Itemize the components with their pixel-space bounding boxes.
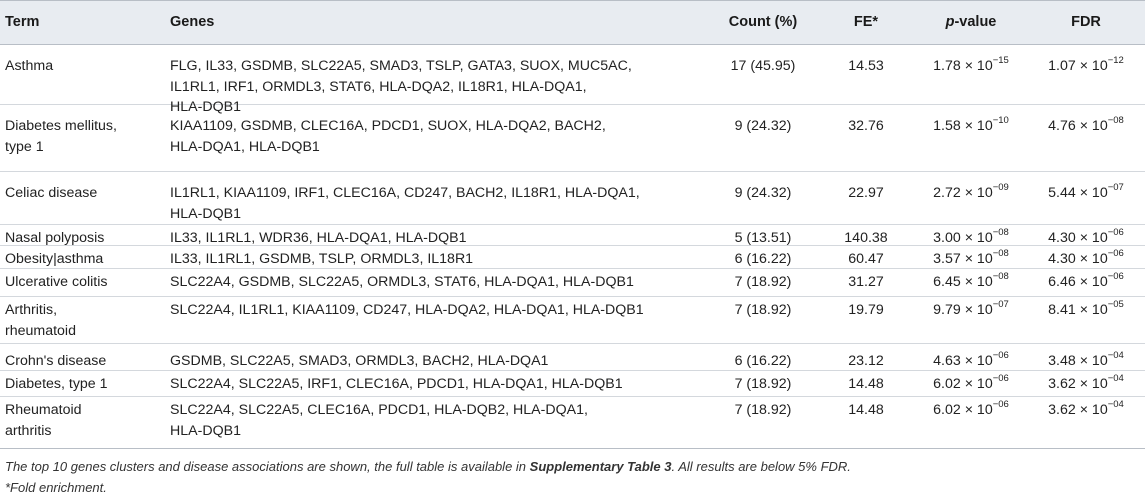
table-row	[0, 105, 1145, 172]
table-footnote: The top 10 genes clusters and disease associations are shown, the full table is available in Supplementary Table 3. All results are below 5% FDR.	[5, 459, 851, 474]
p-value-cell: $3.57 \times 10^{-08}$	[933, 248, 1009, 267]
p-value-cell: $3.00 \times 10^{-08}$	[933, 227, 1009, 246]
fdr-cell: $5.44 \times 10^{-07}$	[1048, 182, 1124, 201]
p-value-cell: $9.79 \times 10^{-07}$	[933, 299, 1009, 318]
fdr-cell: $1.07 \times 10^{-12}$	[1048, 55, 1124, 74]
p-value-cell: $6.02 \times 10^{-06}$	[933, 373, 1009, 392]
genes-cell: KIAA1109, GSDMB, CLEC16A, PDCD1, SUOX, HLA-DQA2, BACH2, HLA-DQA1, HLA-DQB1	[170, 118, 606, 155]
count-cell: 5 (13.51)	[734, 230, 792, 246]
term-cell: Arthritis, rheumatoid	[5, 302, 76, 339]
term-cell: Asthma	[5, 58, 54, 74]
header-p-value: p-value	[945, 14, 997, 30]
header-fdr: FDR	[1071, 14, 1101, 30]
header-term: Term	[5, 14, 40, 30]
table-row	[0, 371, 1145, 397]
genes-cell: IL33, IL1RL1, GSDMB, TSLP, ORMDL3, IL18R1	[170, 251, 474, 267]
table-bottom-rule	[0, 448, 1145, 449]
header-genes: Genes	[170, 14, 215, 30]
fdr-cell: $4.76 \times 10^{-08}$	[1048, 115, 1124, 134]
term-cell: Celiac disease	[5, 185, 98, 201]
genes-cell: FLG, IL33, GSDMB, SLC22A5, SMAD3, TSLP, GATA3, SUOX, MUC5AC, IL1RL1, IRF1, ORMDL3, STAT6, HLA-DQA2, IL18R1, HLA-DQA1, HLA-DQB1	[170, 58, 632, 115]
fold-enrichment-note: *Fold enrichment.	[5, 480, 107, 495]
fdr-cell: $3.62 \times 10^{-04}$	[1048, 399, 1124, 418]
fold-enrichment-cell: 32.76	[848, 118, 884, 134]
fdr-cell: $8.41 \times 10^{-05}$	[1048, 299, 1124, 318]
fdr-cell: $3.48 \times 10^{-04}$	[1048, 350, 1124, 369]
genes-cell: SLC22A4, GSDMB, SLC22A5, ORMDL3, STAT6, HLA-DQA1, HLA-DQB1	[170, 274, 634, 290]
fold-enrichment-cell: 19.79	[848, 302, 884, 318]
count-cell: 17 (45.95)	[730, 58, 796, 74]
term-cell: Diabetes, type 1	[5, 376, 108, 392]
p-value-cell: $6.45 \times 10^{-08}$	[933, 271, 1009, 290]
fold-enrichment-cell: 23.12	[848, 353, 884, 369]
table-row	[0, 45, 1145, 115]
fold-enrichment-cell: 14.48	[848, 402, 884, 418]
fold-enrichment-cell: 31.27	[848, 274, 884, 290]
term-cell: Nasal polyposis	[5, 230, 105, 246]
p-value-cell: $2.72 \times 10^{-09}$	[933, 182, 1009, 201]
header-count: Count (%)	[728, 14, 798, 30]
fdr-cell: $4.30 \times 10^{-06}$	[1048, 227, 1124, 246]
genes-cell: IL33, IL1RL1, WDR36, HLA-DQA1, HLA-DQB1	[170, 230, 467, 246]
table-row	[0, 172, 1145, 225]
p-value-cell: $1.78 \times 10^{-15}$	[933, 55, 1009, 74]
table-row	[0, 246, 1145, 269]
count-cell: 7 (18.92)	[734, 402, 792, 418]
table-row	[0, 297, 1145, 344]
table-row	[0, 397, 1145, 448]
fold-enrichment-cell: 140.38	[844, 230, 888, 246]
count-cell: 9 (24.32)	[734, 118, 792, 134]
term-cell: Rheumatoid arthritis	[5, 402, 82, 439]
count-cell: 7 (18.92)	[734, 274, 792, 290]
fold-enrichment-cell: 22.97	[848, 185, 884, 201]
table-row	[0, 344, 1145, 371]
count-cell: 7 (18.92)	[734, 376, 792, 392]
genes-cell: IL1RL1, KIAA1109, IRF1, CLEC16A, CD247, BACH2, IL18R1, HLA-DQA1, HLA-DQB1	[170, 185, 640, 222]
term-cell: Diabetes mellitus, type 1	[5, 118, 117, 155]
term-cell: Ulcerative colitis	[5, 274, 108, 290]
fdr-cell: $6.46 \times 10^{-06}$	[1048, 271, 1124, 290]
count-cell: 9 (24.32)	[734, 185, 792, 201]
term-cell: Crohn's disease	[5, 353, 107, 369]
fold-enrichment-cell: 14.53	[848, 58, 884, 74]
header-fe: FE*	[853, 14, 879, 30]
table-row	[0, 225, 1145, 246]
fdr-cell: $4.30 \times 10^{-06}$	[1048, 248, 1124, 267]
genes-cell: SLC22A4, SLC22A5, IRF1, CLEC16A, PDCD1, HLA-DQA1, HLA-DQB1	[170, 376, 623, 392]
count-cell: 6 (16.22)	[734, 353, 792, 369]
fold-enrichment-cell: 60.47	[848, 251, 884, 267]
table-row	[0, 269, 1145, 297]
genes-cell: SLC22A4, IL1RL1, KIAA1109, CD247, HLA-DQA2, HLA-DQA1, HLA-DQB1	[170, 302, 644, 318]
count-cell: 7 (18.92)	[734, 302, 792, 318]
term-cell: Obesity|asthma	[5, 251, 104, 267]
p-value-cell: $6.02 \times 10^{-06}$	[933, 399, 1009, 418]
genes-cell: SLC22A4, SLC22A5, CLEC16A, PDCD1, HLA-DQB2, HLA-DQA1, HLA-DQB1	[170, 402, 588, 439]
genes-cell: GSDMB, SLC22A5, SMAD3, ORMDL3, BACH2, HLA-DQA1	[170, 353, 549, 369]
p-value-cell: $4.63 \times 10^{-06}$	[933, 350, 1009, 369]
count-cell: 6 (16.22)	[734, 251, 792, 267]
table-header	[0, 0, 1145, 45]
fdr-cell: $3.62 \times 10^{-04}$	[1048, 373, 1124, 392]
fold-enrichment-cell: 14.48	[848, 376, 884, 392]
p-value-cell: $1.58 \times 10^{-10}$	[933, 115, 1009, 134]
